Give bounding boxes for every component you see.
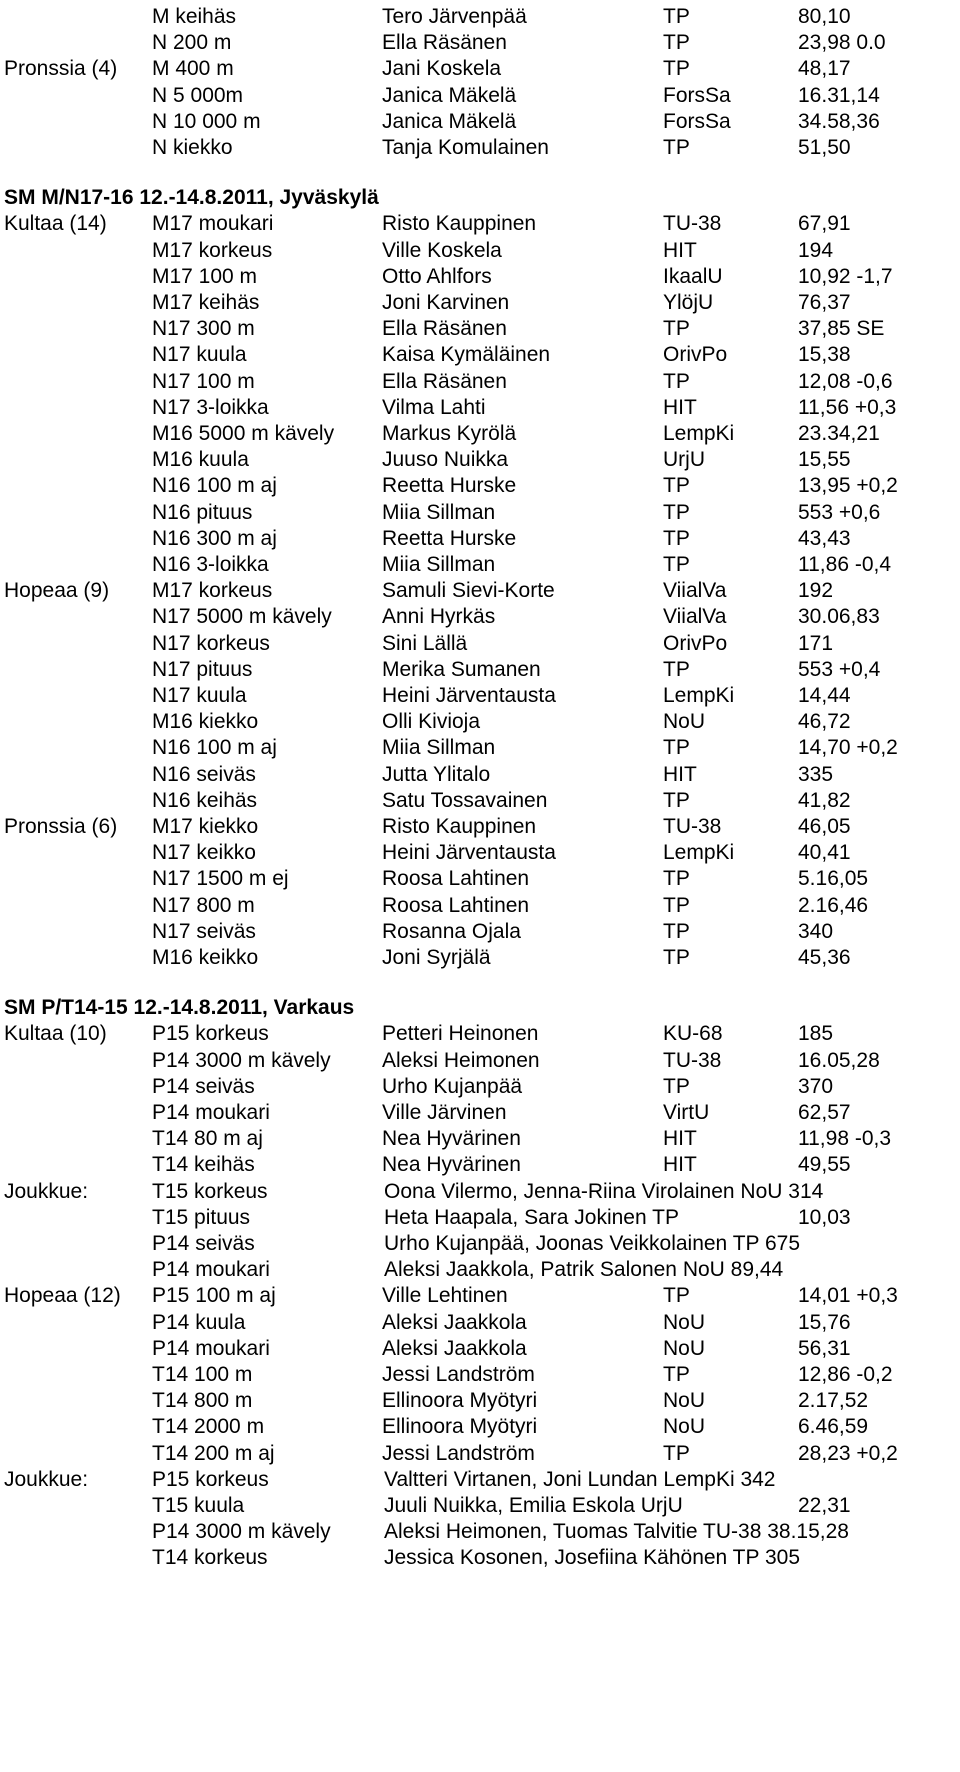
athlete-name: Jani Koskela (382, 57, 502, 81)
result-value: 194 (798, 238, 834, 262)
athlete-name: Otto Ahlfors (382, 264, 492, 288)
event-name: N kiekko (152, 136, 233, 159)
event-name: P14 seiväs (152, 1232, 255, 1255)
club-name: OrivPo (663, 631, 728, 655)
result-value: 192 (798, 579, 834, 603)
medal-label: Hopeaa (9) (4, 579, 110, 603)
event-name: N17 300 m (152, 317, 255, 341)
club-name: TP (663, 946, 690, 969)
result-value: 12,86 -0,2 (798, 1363, 893, 1386)
event-name: M17 korkeus (152, 579, 273, 603)
result-value: 56,31 (798, 1336, 851, 1360)
athlete-name: Olli Kivioja (382, 710, 481, 734)
result-value: 335 (798, 762, 834, 786)
event-name: T15 kuula (152, 1494, 245, 1517)
athlete-name: Nea Hyvärinen (382, 1153, 521, 1177)
medal-label: Pronssia (6) (4, 815, 118, 838)
event-name: T14 2000 m (152, 1415, 265, 1439)
club-name: ForsSa (663, 109, 731, 133)
athlete-name: Kaisa Kymäläinen (382, 343, 551, 367)
athlete-name: Roosa Lahtinen (382, 893, 530, 917)
result-value: 76,37 (798, 291, 851, 314)
event-name: M16 kuula (152, 448, 249, 472)
club-name: TP (663, 657, 690, 681)
club-name: LempKi (663, 841, 735, 865)
athlete-name: Joni Karvinen (382, 291, 510, 314)
section-heading: SM M/N17-16 12.-14.8.2011, Jyväskylä (4, 186, 379, 210)
athlete-name: Miia Sillman (382, 736, 496, 760)
result-value: 171 (798, 631, 834, 655)
result-value: 14,44 (798, 684, 851, 707)
event-name: N16 100 m aj (152, 736, 277, 760)
event-name: N16 pituus (152, 500, 253, 524)
athlete-name: Ville Lehtinen (382, 1284, 508, 1308)
event-name: N17 1500 m ej (152, 867, 289, 891)
event-name: T14 80 m aj (152, 1127, 263, 1151)
event-name: M17 korkeus (152, 238, 273, 262)
athlete-name: Miia Sillman (382, 553, 496, 576)
event-name: N17 kuula (152, 343, 247, 367)
athlete-name: Ellinoora Myötyri (382, 1389, 538, 1413)
event-name: M16 keikko (152, 946, 259, 969)
event-name: M17 kiekko (152, 815, 259, 838)
club-name: ViialVa (663, 605, 727, 629)
event-name: N16 3-loikka (152, 553, 269, 576)
club-name: TP (663, 867, 690, 891)
result-value: 11,98 -0,3 (798, 1127, 892, 1151)
result-value: 553 +0,6 (798, 500, 881, 524)
club-name: TP (663, 500, 690, 524)
club-name: TP (663, 553, 690, 576)
event-name: N17 pituus (152, 657, 253, 681)
club-name: TU-38 (663, 212, 722, 236)
event-name: N17 100 m (152, 369, 255, 393)
result-value: 553 +0,4 (798, 657, 881, 681)
event-name: P14 moukari (152, 1101, 270, 1124)
athlete-name: Risto Kauppinen (382, 815, 537, 838)
event-name: N16 keihäs (152, 788, 258, 812)
club-name: LempKi (663, 422, 735, 445)
result-value: 43,43 (798, 526, 851, 550)
event-name: N17 800 m (152, 893, 255, 917)
event-name: P14 3000 m kävely (152, 1048, 331, 1072)
result-value: 48,17 (798, 57, 851, 81)
athlete-name: Ella Räsänen (382, 31, 507, 55)
event-name: P14 moukari (152, 1258, 270, 1282)
result-value: 15,76 (798, 1310, 851, 1334)
result-value: 37,85 SE (798, 317, 885, 341)
club-name: VirtU (663, 1101, 710, 1124)
athlete-name: Risto Kauppinen (382, 212, 537, 236)
result-value: 2.16,46 (798, 893, 869, 917)
athlete-name: Urho Kujanpää (382, 1074, 523, 1098)
result-value: 185 (798, 1022, 834, 1046)
team-entry: Jessica Kosonen, Josefiina Kähönen TP 305 (384, 1546, 801, 1570)
athlete-name: Rosanna Ojala (382, 919, 521, 943)
club-name: TP (663, 136, 690, 159)
athlete-name: Ella Räsänen (382, 369, 507, 393)
club-name: TP (663, 31, 690, 55)
result-value: 10,92 -1,7 (798, 264, 893, 288)
club-name: TP (663, 893, 690, 917)
event-name: M17 100 m (152, 264, 258, 288)
club-name: TP (663, 1363, 690, 1386)
result-value: 12,08 -0,6 (798, 369, 893, 393)
team-entry: Aleksi Jaakkola, Patrik Salonen NoU 89,44 (384, 1258, 784, 1282)
result-value: 62,57 (798, 1101, 851, 1124)
event-name: T15 pituus (152, 1205, 251, 1229)
athlete-name: Petteri Heinonen (382, 1022, 539, 1046)
team-entry: Heta Haapala, Sara Jokinen TP (384, 1205, 679, 1229)
athlete-name: Roosa Lahtinen (382, 867, 530, 891)
event-name: P14 moukari (152, 1336, 270, 1360)
club-name: HIT (663, 762, 697, 786)
medal-label: Kultaa (10) (4, 1022, 107, 1046)
event-name: N 5 000m (152, 83, 244, 107)
event-name: M keihäs (152, 5, 237, 28)
club-name: HIT (663, 395, 697, 419)
medal-label: Joukkue: (4, 1467, 89, 1491)
result-value: 15,55 (798, 448, 851, 472)
event-name: P15 100 m aj (152, 1284, 276, 1308)
club-name: KU-68 (663, 1022, 723, 1046)
club-name: NoU (663, 710, 706, 734)
event-name: N 10 000 m (152, 109, 261, 133)
athlete-name: Jessi Landström (382, 1363, 535, 1386)
result-value: 34.58,36 (798, 109, 880, 133)
result-value: 41,82 (798, 788, 851, 812)
event-name: M 400 m (152, 57, 234, 81)
club-name: ForsSa (663, 83, 731, 107)
result-value: 14,01 +0,3 (798, 1284, 898, 1308)
athlete-name: Heini Järventausta (382, 684, 556, 707)
result-value: 46,72 (798, 710, 851, 734)
athlete-name: Ville Järvinen (382, 1101, 507, 1124)
event-name: M16 5000 m kävely (152, 422, 335, 445)
club-name: HIT (663, 1127, 697, 1151)
athlete-name: Juuso Nuikka (382, 448, 509, 472)
club-name: TP (663, 369, 690, 393)
event-name: N16 seiväs (152, 762, 256, 786)
club-name: NoU (663, 1389, 706, 1413)
athlete-name: Sini Lällä (382, 631, 468, 655)
event-name: T14 keihäs (152, 1153, 255, 1177)
athlete-name: Vilma Lahti (382, 395, 486, 419)
event-name: N17 seiväs (152, 919, 256, 943)
result-value: 23,98 0.0 (798, 31, 886, 55)
club-name: ViialVa (663, 579, 727, 603)
club-name: TP (663, 919, 690, 943)
result-value: 10,03 (798, 1205, 851, 1229)
athlete-name: Heini Järventausta (382, 841, 556, 865)
club-name: YlöjU (663, 291, 714, 314)
club-name: UrjU (663, 448, 705, 472)
medal-label: Joukkue: (4, 1179, 89, 1203)
event-name: N 200 m (152, 31, 232, 55)
team-entry: Urho Kujanpää, Joonas Veikkolainen TP 675 (384, 1232, 801, 1255)
event-name: N16 100 m aj (152, 474, 277, 498)
athlete-name: Joni Syrjälä (382, 946, 491, 969)
club-name: TP (663, 5, 690, 28)
result-value: 49,55 (798, 1153, 851, 1177)
result-value: 340 (798, 919, 834, 943)
athlete-name: Aleksi Jaakkola (382, 1336, 527, 1360)
club-name: TP (663, 57, 690, 81)
event-name: N17 3-loikka (152, 395, 269, 419)
athlete-name: Jutta Ylitalo (382, 762, 491, 786)
athlete-name: Aleksi Heimonen (382, 1048, 540, 1072)
result-value: 45,36 (798, 946, 851, 969)
club-name: TP (663, 526, 690, 550)
event-name: T14 800 m (152, 1389, 253, 1413)
event-name: T14 100 m (152, 1363, 253, 1386)
event-name: T14 korkeus (152, 1546, 268, 1570)
team-entry: Juuli Nuikka, Emilia Eskola UrjU (384, 1494, 683, 1517)
athlete-name: Miia Sillman (382, 500, 496, 524)
event-name: T14 200 m aj (152, 1441, 275, 1465)
event-name: N17 kuula (152, 684, 247, 707)
club-name: NoU (663, 1310, 706, 1334)
event-name: N17 keikko (152, 841, 256, 865)
result-value: 6.46,59 (798, 1415, 869, 1439)
team-entry: Valtteri Virtanen, Joni Lundan LempKi 342 (384, 1467, 776, 1491)
club-name: TP (663, 317, 690, 341)
result-value: 16.05,28 (798, 1048, 880, 1072)
result-value: 28,23 +0,2 (798, 1441, 898, 1465)
result-value: 40,41 (798, 841, 851, 865)
medal-label: Hopeaa (12) (4, 1284, 121, 1308)
event-name: N17 korkeus (152, 631, 270, 655)
club-name: TP (663, 474, 690, 498)
athlete-name: Nea Hyvärinen (382, 1127, 521, 1151)
athlete-name: Janica Mäkelä (382, 83, 517, 107)
club-name: TP (663, 736, 690, 760)
result-value: 51,50 (798, 136, 851, 159)
club-name: HIT (663, 238, 697, 262)
medal-label: Pronssia (4) (4, 57, 118, 81)
athlete-name: Anni Hyrkäs (382, 605, 496, 629)
event-name: P15 korkeus (152, 1022, 269, 1046)
club-name: IkaalU (663, 264, 723, 288)
club-name: NoU (663, 1336, 706, 1360)
result-value: 15,38 (798, 343, 851, 367)
athlete-name: Ella Räsänen (382, 317, 507, 341)
result-value: 5.16,05 (798, 867, 869, 891)
athlete-name: Reetta Hurske (382, 526, 517, 550)
event-name: P15 korkeus (152, 1467, 269, 1491)
athlete-name: Satu Tossavainen (382, 788, 548, 812)
athlete-name: Markus Kyrölä (382, 422, 517, 445)
club-name: TP (663, 1284, 690, 1308)
medal-label: Kultaa (14) (4, 212, 107, 236)
athlete-name: Ellinoora Myötyri (382, 1415, 538, 1439)
event-name: N17 5000 m kävely (152, 605, 332, 629)
athlete-name: Merika Sumanen (382, 657, 541, 681)
team-entry: Oona Vilermo, Jenna-Riina Virolainen NoU 314 (384, 1179, 824, 1203)
result-value: 30.06,83 (798, 605, 880, 629)
athlete-name: Ville Koskela (382, 238, 502, 262)
club-name: TP (663, 1441, 690, 1465)
result-value: 11,86 -0,4 (798, 553, 892, 576)
result-value: 13,95 +0,2 (798, 474, 898, 498)
event-name: N16 300 m aj (152, 526, 277, 550)
club-name: HIT (663, 1153, 697, 1177)
team-entry: Aleksi Heimonen, Tuomas Talvitie TU-38 38.15,28 (384, 1520, 849, 1544)
event-name: M16 kiekko (152, 710, 259, 734)
athlete-name: Samuli Sievi-Korte (382, 579, 555, 603)
result-value: 2.17,52 (798, 1389, 869, 1413)
event-name: P14 seiväs (152, 1074, 255, 1098)
club-name: TP (663, 1074, 690, 1098)
club-name: TU-38 (663, 815, 722, 838)
athlete-name: Janica Mäkelä (382, 109, 517, 133)
event-name: P14 3000 m kävely (152, 1520, 331, 1544)
club-name: OrivPo (663, 343, 728, 367)
event-name: T15 korkeus (152, 1179, 268, 1203)
event-name: M17 keihäs (152, 291, 260, 314)
athlete-name: Aleksi Jaakkola (382, 1310, 527, 1334)
club-name: LempKi (663, 684, 735, 707)
athlete-name: Tero Järvenpää (382, 5, 527, 28)
club-name: TU-38 (663, 1048, 722, 1072)
result-value: 23.34,21 (798, 422, 880, 445)
result-value: 67,91 (798, 212, 851, 236)
athlete-name: Reetta Hurske (382, 474, 517, 498)
section-heading: SM P/T14-15 12.-14.8.2011, Varkaus (4, 996, 355, 1020)
result-value: 22,31 (798, 1494, 851, 1517)
athlete-name: Jessi Landström (382, 1441, 535, 1465)
result-value: 80,10 (798, 5, 851, 28)
result-value: 11,56 +0,3 (798, 395, 897, 419)
event-name: M17 moukari (152, 212, 274, 236)
club-name: NoU (663, 1415, 706, 1439)
event-name: P14 kuula (152, 1310, 246, 1334)
athlete-name: Tanja Komulainen (382, 136, 549, 159)
result-value: 16.31,14 (798, 83, 880, 107)
result-value: 14,70 +0,2 (798, 736, 898, 760)
result-value: 370 (798, 1074, 834, 1098)
result-value: 46,05 (798, 815, 851, 838)
club-name: TP (663, 788, 690, 812)
